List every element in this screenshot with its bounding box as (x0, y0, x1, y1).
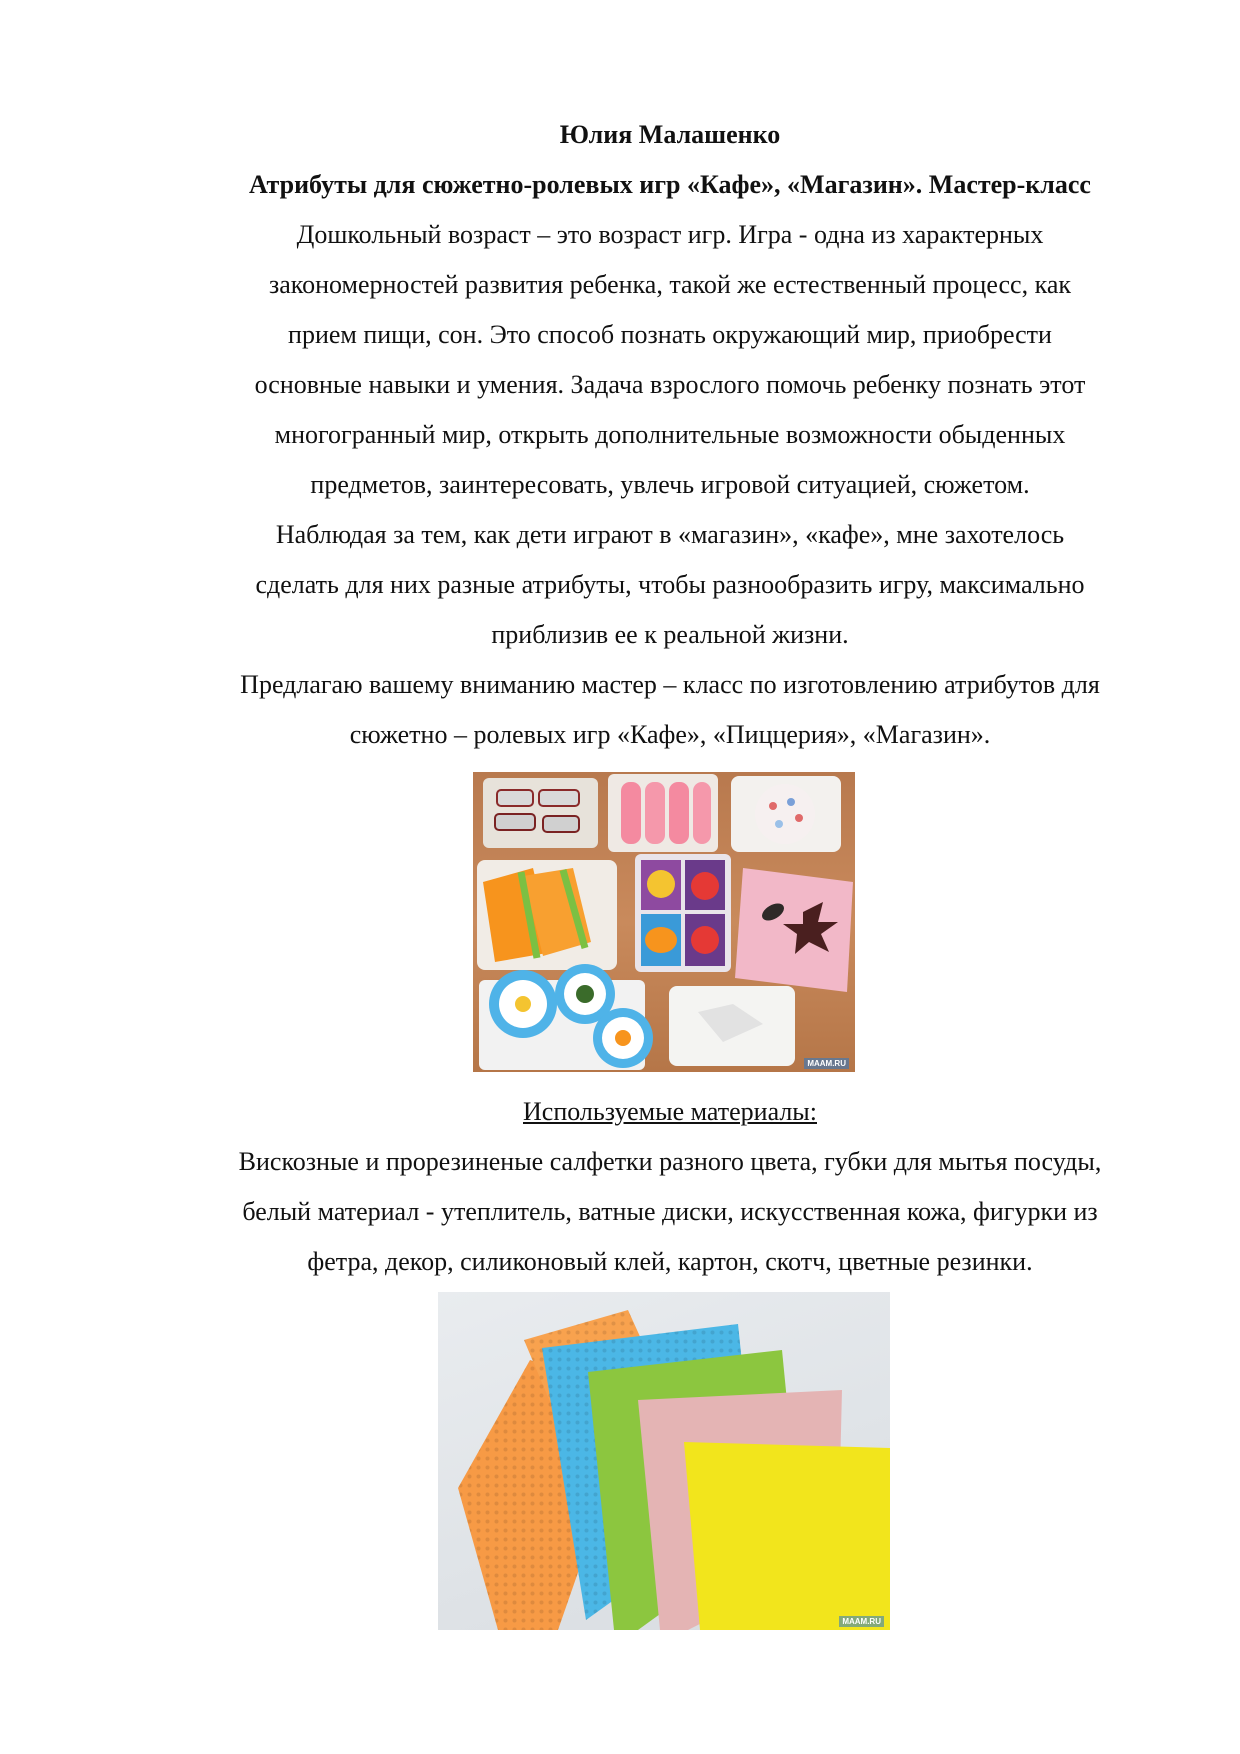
intro-line: основные навыки и умения. Задача взрослого помочь ребенку познать этот (254, 370, 1086, 399)
intro-line: предметов, заинтересовать, увлечь игровой ситуацией, сюжетом. (310, 470, 1030, 499)
candy (495, 814, 535, 830)
felt-apple (691, 872, 719, 900)
materials-heading: Используемые материалы: (523, 1097, 817, 1126)
attributes-photo (473, 772, 855, 1072)
felt-apple (691, 926, 719, 954)
felt-flower (515, 996, 531, 1012)
salad-piece (769, 802, 777, 810)
salad-piece (787, 798, 795, 806)
salad-piece (775, 820, 783, 828)
materials-line: белый материал - утеплитель, ватные диски, искусственная кожа, фигурки из (242, 1197, 1098, 1226)
yellow-napkin (684, 1442, 890, 1630)
napkins-photo-drawing (438, 1292, 890, 1630)
materials-line: фетра, декор, силиконовый клей, картон, скотч, цветные резинки. (307, 1247, 1033, 1276)
felt-leaf (576, 985, 594, 1003)
sausage (645, 782, 665, 844)
intro-line: Предлагаю вашему вниманию мастер – класс по изготовлению атрибутов для (240, 670, 1100, 699)
candy (497, 790, 533, 806)
attributes-photo-drawing (473, 772, 855, 1072)
sausage (693, 782, 711, 844)
felt-pear (647, 870, 675, 898)
candy (539, 790, 579, 806)
intro-line: прием пищи, сон. Это способ познать окружающий мир, приобрести (288, 320, 1052, 349)
salad-plate (755, 784, 815, 844)
sausage (621, 782, 641, 844)
intro-line: Наблюдая за тем, как дети играют в «магазин», «кафе», мне захотелось (275, 520, 1065, 549)
felt-flower (615, 1030, 631, 1046)
sausage (669, 782, 689, 844)
intro-line: сделать для них разные атрибуты, чтобы разнообразить игру, максимально (255, 570, 1085, 599)
intro-line: приблизив ее к реальной жизни. (491, 620, 849, 649)
document-title: Атрибуты для сюжетно-ролевых игр «Кафе», «Магазин». Мастер-класс (249, 170, 1091, 199)
intro-line: многогранный мир, открыть дополнительные возможности обыденных (274, 420, 1066, 449)
intro-line: сюжетно – ролевых игр «Кафе», «Пиццерия», «Магазин». (349, 720, 991, 749)
author-name: Юлия Малашенко (559, 120, 781, 149)
photo-watermark: MAAM.RU (804, 1058, 849, 1069)
salad-piece (795, 814, 803, 822)
photo-watermark: MAAM.RU (839, 1616, 884, 1627)
felt-pumpkin (645, 927, 677, 953)
napkins-photo (438, 1292, 890, 1630)
materials-line: Вискозные и прорезиненые салфетки разного цвета, губки для мытья посуды, (238, 1147, 1102, 1176)
intro-line: Дошкольный возраст – это возраст игр. Игра - одна из характерных (296, 220, 1044, 249)
intro-line: закономерностей развития ребенка, такой же естественный процесс, как (268, 270, 1071, 299)
candy (543, 816, 579, 832)
